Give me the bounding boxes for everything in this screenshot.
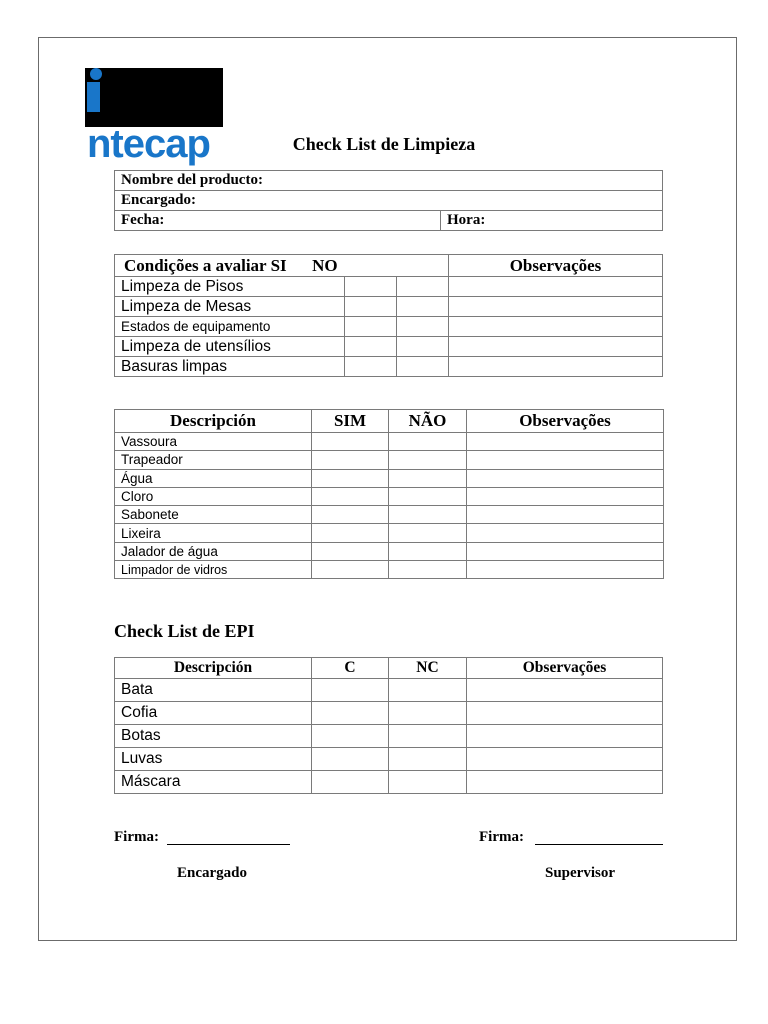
epi-header-c: C bbox=[312, 658, 389, 679]
table-row: Bata bbox=[115, 679, 663, 702]
logo-text: ntecap bbox=[87, 122, 210, 166]
producto-label: Nombre del producto: bbox=[115, 171, 663, 191]
table-row: Cofia bbox=[115, 702, 663, 725]
table-row: Lixeira bbox=[115, 524, 664, 542]
table-row: Limpador de vidros bbox=[115, 561, 664, 579]
firma-right-label: Firma: bbox=[479, 829, 524, 845]
table-row: Limpeza de Mesas bbox=[115, 297, 663, 317]
table-row: Botas bbox=[115, 725, 663, 748]
table-row: Água bbox=[115, 469, 664, 487]
table-row: Limpeza de utensílios bbox=[115, 337, 663, 357]
descricao-header-obs: Observações bbox=[467, 410, 664, 433]
table-row: Basuras limpas bbox=[115, 357, 663, 377]
encargado-role: Encargado bbox=[177, 865, 248, 881]
firma-left-line[interactable] bbox=[167, 844, 290, 845]
table-row: Luvas bbox=[115, 748, 663, 771]
descricao-header-sim: SIM bbox=[312, 410, 389, 433]
condicoes-table bbox=[114, 254, 663, 377]
encargado-label: Encargado: bbox=[115, 191, 663, 211]
descricao-header-desc: Descripción bbox=[115, 410, 312, 433]
condicoes-header-obs: Observações bbox=[449, 255, 663, 277]
intecap-logo bbox=[85, 68, 223, 166]
epi-header-nc: NC bbox=[389, 658, 467, 679]
condicoes-header: Condições a avaliar SI NO bbox=[115, 255, 449, 277]
table-row: Trapeador bbox=[115, 451, 664, 469]
table-row: Sabonete bbox=[115, 506, 664, 524]
descricao-header-nao: NÃO bbox=[389, 410, 467, 433]
table-row: Vassoura bbox=[115, 433, 664, 451]
descricao-table bbox=[114, 409, 664, 579]
supervisor-role: Supervisor bbox=[545, 865, 616, 881]
epi-title: Check List de EPI bbox=[114, 621, 255, 641]
table-row: Jalador de água bbox=[115, 542, 664, 560]
hora-label: Hora: bbox=[441, 211, 663, 231]
page-title: Check List de Limpieza bbox=[292, 134, 476, 154]
table-row: Máscara bbox=[115, 771, 663, 794]
epi-table bbox=[114, 657, 663, 794]
info-table bbox=[114, 170, 663, 231]
epi-header-desc: Descripción bbox=[115, 658, 312, 679]
epi-header-obs: Observações bbox=[467, 658, 663, 679]
table-row: Cloro bbox=[115, 487, 664, 505]
firma-left-label: Firma: bbox=[114, 829, 159, 845]
table-row: Estados de equipamento bbox=[115, 317, 663, 337]
table-row: Limpeza de Pisos bbox=[115, 277, 663, 297]
firma-right-line[interactable] bbox=[535, 844, 663, 845]
fecha-label: Fecha: bbox=[115, 211, 441, 231]
